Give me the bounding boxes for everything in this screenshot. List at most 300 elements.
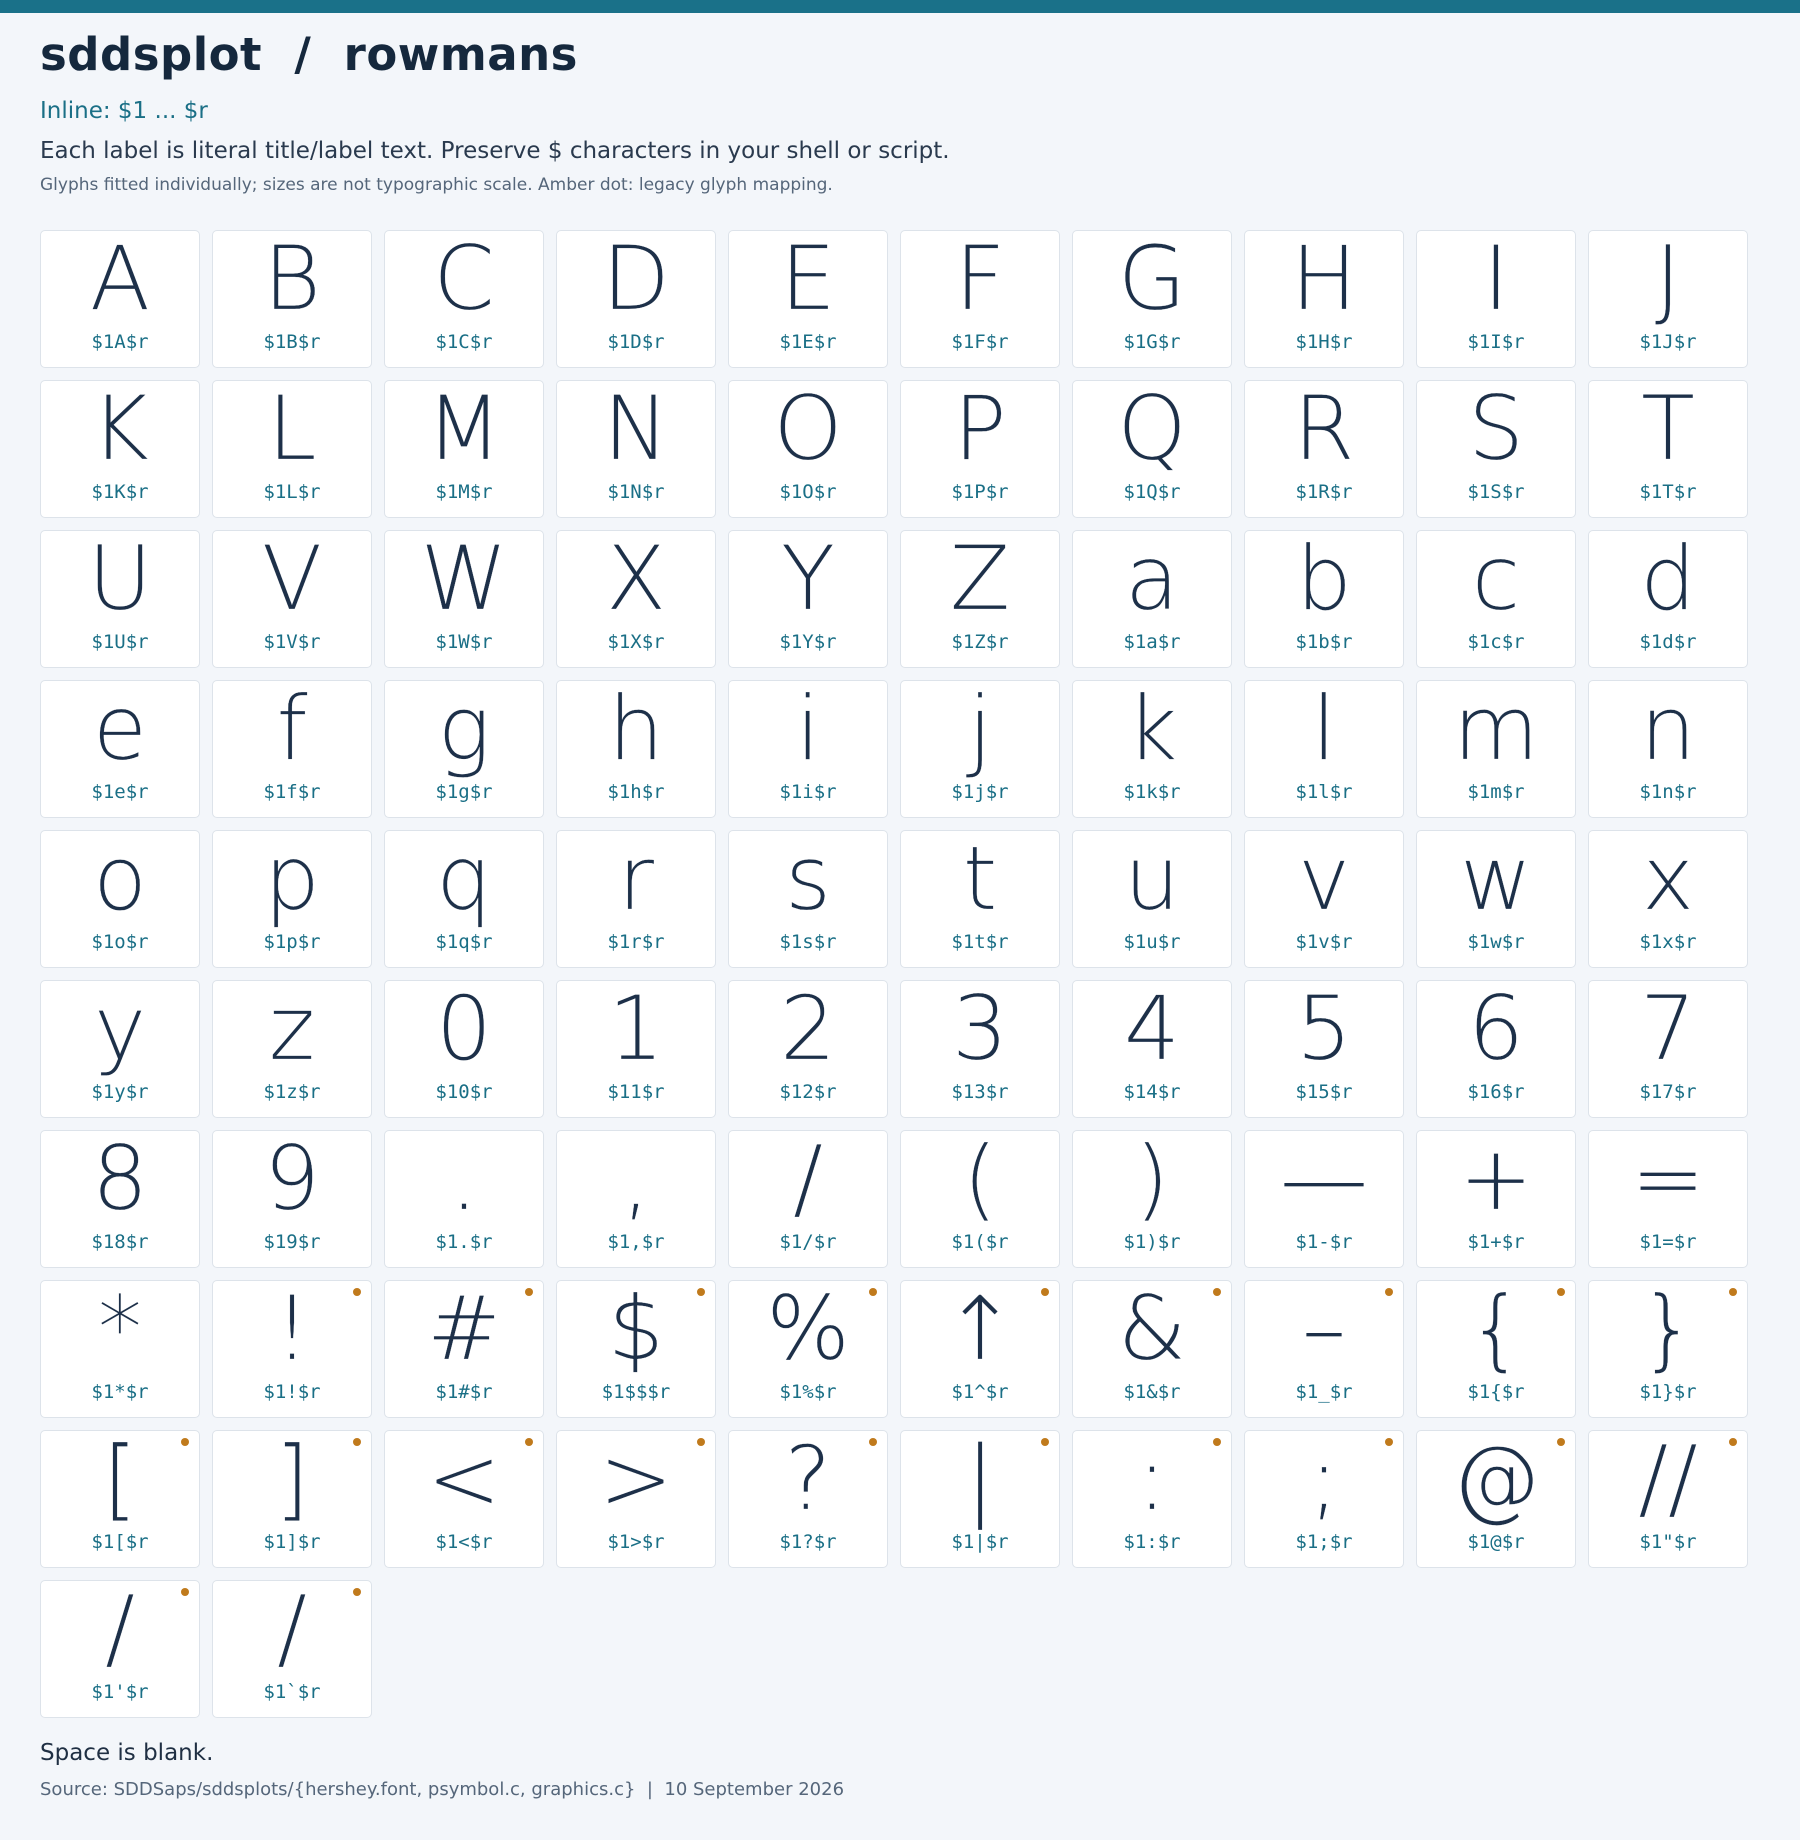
glyph-card: [728, 527, 888, 668]
glyph-sample: $: [608, 1277, 664, 1380]
glyph-sample: [: [102, 1427, 138, 1530]
glyph-card: [900, 827, 1060, 968]
glyph-sample: s: [785, 827, 831, 930]
glyph-code: $1h$r: [607, 781, 665, 803]
glyph-code: $1!$r: [263, 1381, 321, 1403]
glyph-card: [556, 1277, 716, 1418]
glyph-card: [728, 677, 888, 818]
glyph-code: $1f$r: [263, 781, 321, 803]
glyph-code: $1U$r: [91, 631, 149, 653]
glyph-sample: ]: [274, 1427, 310, 1530]
glyph-card: [1244, 227, 1404, 368]
glyph-sample: 6: [1468, 977, 1524, 1080]
glyph-sample: C: [433, 227, 495, 330]
glyph-sample: /: [793, 1127, 823, 1230]
glyph-sample: {: [1468, 1277, 1524, 1380]
legacy-mapping-dot-icon: [525, 1438, 533, 1446]
glyph-code: $10$r: [435, 1081, 493, 1103]
glyph-sample: %: [766, 1277, 850, 1380]
glyph-sample: ): [1134, 1127, 1170, 1230]
glyph-card: [556, 827, 716, 968]
glyph-code: $1,$r: [607, 1231, 665, 1253]
glyph-sample: 3: [952, 977, 1008, 1080]
glyph-card: [1588, 1277, 1748, 1418]
legacy-mapping-dot-icon: [1213, 1438, 1221, 1446]
glyph-card: [1588, 827, 1748, 968]
glyph-card: [40, 1577, 200, 1718]
glyph-card: [1416, 377, 1576, 518]
glyph-code: $1}$r: [1639, 1381, 1697, 1403]
glyph-sample: S: [1468, 377, 1524, 480]
glyph-sample: O: [773, 377, 843, 480]
glyph-code: $1.$r: [435, 1231, 493, 1253]
glyph-card: [40, 227, 200, 368]
glyph-sample: K: [91, 377, 149, 480]
glyph-code: $1]$r: [263, 1531, 321, 1553]
glyph-sample: u: [1124, 827, 1180, 930]
glyph-sample: w: [1460, 827, 1532, 930]
glyph-card: [1416, 527, 1576, 668]
glyph-sample: b: [1296, 527, 1352, 630]
glyph-sample: W: [420, 527, 508, 630]
glyph-card: [384, 977, 544, 1118]
glyph-card: [1072, 227, 1232, 368]
glyph-card: [40, 527, 200, 668]
glyph-code: $1K$r: [91, 481, 149, 503]
legacy-mapping-dot-icon: [1557, 1438, 1565, 1446]
glyph-sample: v: [1297, 827, 1351, 930]
glyph-code: $1>$r: [607, 1531, 665, 1553]
glyph-card: [40, 827, 200, 968]
glyph-code: $1"$r: [1639, 1531, 1697, 1553]
glyph-code: $1W$r: [435, 631, 493, 653]
glyph-sample: x: [1641, 827, 1695, 930]
glyph-sample: U: [87, 527, 153, 630]
glyph-sample: T: [1641, 377, 1695, 480]
glyph-card: [1416, 827, 1576, 968]
glyph-sample: J: [1655, 227, 1681, 330]
glyph-sample: ↑: [943, 1277, 1017, 1380]
glyph-sample: d: [1640, 527, 1696, 630]
glyph-card: [728, 1127, 888, 1268]
glyph-card: [212, 677, 372, 818]
glyph-card: [1072, 527, 1232, 668]
glyph-sample: //: [1638, 1427, 1698, 1530]
glyph-card: [556, 227, 716, 368]
glyph-code: $1l$r: [1295, 781, 1353, 803]
glyph-code: $18$r: [91, 1231, 149, 1253]
glyph-card: [212, 377, 372, 518]
glyph-sample: a: [1125, 527, 1179, 630]
glyph-sample: L: [267, 377, 317, 480]
glyph-sample: g: [437, 677, 491, 780]
glyph-code: $1p$r: [263, 931, 321, 953]
page-header: [40, 28, 1760, 196]
glyph-sample: |: [965, 1427, 995, 1530]
legacy-mapping-dot-icon: [353, 1438, 361, 1446]
glyph-code: $1{$r: [1467, 1381, 1525, 1403]
glyph-code: $1x$r: [1639, 931, 1697, 953]
glyph-sample: 4: [1124, 977, 1180, 1080]
glyph-card: [40, 677, 200, 818]
glyph-sample: +: [1459, 1127, 1533, 1230]
glyph-code: $1G$r: [1123, 331, 1181, 353]
glyph-sample: ;: [1309, 1427, 1339, 1530]
glyph-card: [1244, 527, 1404, 668]
glyph-code: $1g$r: [435, 781, 493, 803]
glyph-card: [384, 377, 544, 518]
glyph-card: [40, 1277, 200, 1418]
glyph-sample: B: [263, 227, 321, 330]
glyph-grid: [40, 227, 1749, 1718]
glyph-sample: R: [1293, 377, 1355, 480]
glyph-code: $1v$r: [1295, 931, 1353, 953]
glyph-code: $1:$r: [1123, 1531, 1181, 1553]
glyph-code: $1c$r: [1467, 631, 1525, 653]
glyph-code: $1m$r: [1467, 781, 1525, 803]
glyph-sample: D: [602, 227, 670, 330]
glyph-card: [212, 1577, 372, 1718]
glyph-code: $1*$r: [91, 1381, 149, 1403]
glyph-sample: ?: [784, 1427, 832, 1530]
glyph-card: [1416, 227, 1576, 368]
glyph-sample: 0: [436, 977, 492, 1080]
glyph-sample: }: [1640, 1277, 1696, 1380]
glyph-sample: 9: [264, 1127, 320, 1230]
glyph-sample: N: [603, 377, 669, 480]
glyph-card: [212, 827, 372, 968]
glyph-card: [1072, 1427, 1232, 1568]
glyph-sample: —: [1280, 1127, 1368, 1230]
glyph-card: [1244, 1427, 1404, 1568]
glyph-card: [1588, 977, 1748, 1118]
legacy-mapping-dot-icon: [697, 1288, 705, 1296]
glyph-card: [1072, 1277, 1232, 1418]
glyph-code: $1d$r: [1639, 631, 1697, 653]
glyph-sample: j: [967, 677, 993, 780]
inline-syntax-note: Inline: $1 ... $r: [40, 98, 208, 124]
glyph-card: [556, 977, 716, 1118]
glyph-sample: f: [276, 677, 308, 780]
glyph-code: $1J$r: [1639, 331, 1697, 353]
glyph-code: $1/$r: [779, 1231, 837, 1253]
glyph-card: [900, 1277, 1060, 1418]
glyph-code: $1`$r: [263, 1681, 321, 1703]
glyph-code: $1&$r: [1123, 1381, 1181, 1403]
glyph-sample: ,: [622, 1127, 650, 1230]
glyph-sample: !: [274, 1277, 310, 1380]
glyph-sample: /: [277, 1577, 307, 1680]
glyph-code: $1q$r: [435, 931, 493, 953]
glyph-sample: F: [954, 227, 1006, 330]
glyph-sample: (: [962, 1127, 998, 1230]
glyph-card: [1416, 977, 1576, 1118]
glyph-card: [1244, 377, 1404, 518]
glyph-card: [384, 527, 544, 668]
glyph-sample: E: [780, 227, 836, 330]
glyph-sample: y: [93, 977, 147, 1080]
glyph-sample: r: [617, 827, 655, 930]
glyph-card: [1072, 827, 1232, 968]
legacy-mapping-dot-icon: [1557, 1288, 1565, 1296]
glyph-sample: >: [599, 1427, 673, 1530]
glyph-sample: .: [450, 1127, 478, 1230]
glyph-code: $1i$r: [779, 781, 837, 803]
glyph-sample: c: [1471, 527, 1521, 630]
glyph-sample: z: [268, 977, 316, 1080]
glyph-sample: &: [1117, 1277, 1187, 1380]
glyph-code: $1I$r: [1467, 331, 1525, 353]
legacy-mapping-dot-icon: [1041, 1438, 1049, 1446]
glyph-sample: i: [795, 677, 821, 780]
page-footer: [40, 1738, 1760, 1802]
glyph-card: [728, 1277, 888, 1418]
glyph-card: [1072, 677, 1232, 818]
glyph-code: $1H$r: [1295, 331, 1353, 353]
glyph-card: [384, 1277, 544, 1418]
glyph-card: [384, 1127, 544, 1268]
glyph-card: [556, 1427, 716, 1568]
glyph-sample: @: [1452, 1427, 1540, 1530]
glyph-code: $1e$r: [91, 781, 149, 803]
glyph-code: $1z$r: [263, 1081, 321, 1103]
legacy-mapping-dot-icon: [353, 1288, 361, 1296]
glyph-card: [1416, 677, 1576, 818]
glyph-card: [556, 1127, 716, 1268]
glyph-card: [212, 527, 372, 668]
glyph-code: $1T$r: [1639, 481, 1697, 503]
glyph-card: [556, 527, 716, 668]
glyph-card: [556, 377, 716, 518]
glyph-sample: 5: [1296, 977, 1352, 1080]
glyph-code: $1o$r: [91, 931, 149, 953]
glyph-sample: 2: [780, 977, 836, 1080]
legacy-mapping-dot-icon: [525, 1288, 533, 1296]
glyph-code: $1$$$r: [601, 1381, 671, 1403]
glyph-sample: #: [427, 1277, 501, 1380]
glyph-sample: 1: [608, 977, 664, 1080]
glyph-card: [212, 1427, 372, 1568]
glyph-card: [384, 827, 544, 968]
glyph-code: $1B$r: [263, 331, 321, 353]
glyph-code: $1s$r: [779, 931, 837, 953]
page-title: sddsplot / rowmans: [40, 28, 578, 81]
glyph-sample: Y: [781, 527, 835, 630]
glyph-code: $1b$r: [1295, 631, 1353, 653]
glyph-card: [384, 1427, 544, 1568]
glyph-code: $1?$r: [779, 1531, 837, 1553]
glyph-card: [1072, 977, 1232, 1118]
glyph-code: $1;$r: [1295, 1531, 1353, 1553]
glyph-code: $14$r: [1123, 1081, 1181, 1103]
glyph-code: $1%$r: [779, 1381, 837, 1403]
glyph-code: $1X$r: [607, 631, 665, 653]
glyph-sample: /: [105, 1577, 135, 1680]
glyph-sample: :: [1137, 1427, 1167, 1530]
glyph-sample: P: [953, 377, 1007, 480]
glyph-sample: k: [1126, 677, 1178, 780]
glyph-card: [1244, 677, 1404, 818]
glyph-code: $1F$r: [951, 331, 1009, 353]
glyph-code: $1M$r: [435, 481, 493, 503]
glyph-code: $1A$r: [91, 331, 149, 353]
glyph-card: [1588, 1127, 1748, 1268]
glyph-code: $1|$r: [951, 1531, 1009, 1553]
glyph-sample: <: [427, 1427, 501, 1530]
glyph-card: [1588, 377, 1748, 518]
glyph-card: [40, 1127, 200, 1268]
glyph-code: $1D$r: [607, 331, 665, 353]
glyph-card: [212, 977, 372, 1118]
top-accent-bar: [0, 0, 1800, 13]
glyph-code: $1_$r: [1295, 1381, 1353, 1403]
glyph-code: $1'$r: [91, 1681, 149, 1703]
glyph-card: [40, 1427, 200, 1568]
glyph-card: [212, 1277, 372, 1418]
glyph-code: $1[$r: [91, 1531, 149, 1553]
glyph-card: [728, 377, 888, 518]
glyph-code: $1E$r: [779, 331, 837, 353]
glyph-sample: e: [92, 677, 148, 780]
legacy-mapping-dot-icon: [1041, 1288, 1049, 1296]
legacy-mapping-dot-icon: [1385, 1288, 1393, 1296]
source-line: Source: SDDSaps/sddsplots/{hershey.font, psymbol.c, graphics.c} | 10 September 2026: [40, 1779, 845, 1800]
glyph-code: $1Y$r: [779, 631, 837, 653]
glyph-card: [728, 227, 888, 368]
glyph-sample: G: [1117, 227, 1187, 330]
glyph-code: $1t$r: [951, 931, 1009, 953]
legacy-mapping-dot-icon: [181, 1438, 189, 1446]
glyph-sample: M: [426, 377, 502, 480]
glyph-card: [1244, 827, 1404, 968]
glyph-card: [1416, 1127, 1576, 1268]
glyph-card: [40, 977, 200, 1118]
glyph-code: $1Z$r: [951, 631, 1009, 653]
glyph-card: [212, 227, 372, 368]
glyph-sample: h: [608, 677, 664, 780]
glyph-code: $1P$r: [951, 481, 1009, 503]
glyph-sample: *: [98, 1277, 142, 1380]
glyph-sample: 8: [92, 1127, 148, 1230]
glyph-card: [900, 227, 1060, 368]
glyph-code: $1r$r: [607, 931, 665, 953]
glyph-code: $1S$r: [1467, 481, 1525, 503]
legend-note: Glyphs fitted individually; sizes are not typographic scale. Amber dot: legacy glyph mapping.: [40, 175, 833, 195]
glyph-sample: I: [1483, 227, 1509, 330]
glyph-code: $15$r: [1295, 1081, 1353, 1103]
glyph-card: [900, 977, 1060, 1118]
glyph-sample: m: [1453, 677, 1539, 780]
glyph-code: $1=$r: [1639, 1231, 1697, 1253]
legacy-mapping-dot-icon: [1729, 1288, 1737, 1296]
legacy-mapping-dot-icon: [181, 1588, 189, 1596]
glyph-card: [900, 377, 1060, 518]
glyph-code: $1^$r: [951, 1381, 1009, 1403]
glyph-code: $1V$r: [263, 631, 321, 653]
glyph-sample: 7: [1640, 977, 1696, 1080]
glyph-code: $1@$r: [1467, 1531, 1525, 1553]
glyph-sample: Q: [1117, 377, 1187, 480]
glyph-code: $1R$r: [1295, 481, 1353, 503]
glyph-card: [1244, 977, 1404, 1118]
glyph-card: [900, 677, 1060, 818]
glyph-code: $1Q$r: [1123, 481, 1181, 503]
glyph-card: [728, 977, 888, 1118]
glyph-code: $12$r: [779, 1081, 837, 1103]
glyph-sample: l: [1311, 677, 1337, 780]
glyph-sample: p: [264, 827, 320, 930]
glyph-sample: =: [1631, 1127, 1705, 1230]
space-note: Space is blank.: [40, 1740, 214, 1766]
glyph-card: [384, 677, 544, 818]
glyph-card: [1588, 677, 1748, 818]
glyph-code: $17$r: [1639, 1081, 1697, 1103]
glyph-card: [1244, 1277, 1404, 1418]
glyph-card: [1072, 377, 1232, 518]
glyph-sample: X: [605, 527, 667, 630]
glyph-code: $1-$r: [1295, 1231, 1353, 1253]
glyph-card: [900, 1427, 1060, 1568]
glyph-card: [1588, 227, 1748, 368]
glyph-card: [1416, 1427, 1576, 1568]
glyph-sample: A: [89, 227, 151, 330]
glyph-code: $1a$r: [1123, 631, 1181, 653]
description-text: Each label is literal title/label text. Preserve $ characters in your shell or script.: [40, 138, 950, 164]
glyph-code: $1y$r: [91, 1081, 149, 1103]
glyph-card: [1588, 1427, 1748, 1568]
glyph-card: [900, 527, 1060, 668]
glyph-code: $1<$r: [435, 1531, 493, 1553]
glyph-code: $1k$r: [1123, 781, 1181, 803]
glyph-code: $1n$r: [1639, 781, 1697, 803]
glyph-card: [40, 377, 200, 518]
legacy-mapping-dot-icon: [869, 1288, 877, 1296]
glyph-code: $16$r: [1467, 1081, 1525, 1103]
glyph-code: $19$r: [263, 1231, 321, 1253]
glyph-card: [212, 1127, 372, 1268]
glyph-code: $1C$r: [435, 331, 493, 353]
glyph-sample: t: [962, 827, 998, 930]
glyph-sample: H: [1290, 227, 1358, 330]
glyph-card: [728, 827, 888, 968]
glyph-code: $1O$r: [779, 481, 837, 503]
legacy-mapping-dot-icon: [1729, 1438, 1737, 1446]
glyph-code: $1N$r: [607, 481, 665, 503]
glyph-card: [1072, 1127, 1232, 1268]
legacy-mapping-dot-icon: [869, 1438, 877, 1446]
glyph-code: $1($r: [951, 1231, 1009, 1253]
glyph-code: $1#$r: [435, 1381, 493, 1403]
glyph-sample: n: [1640, 677, 1696, 780]
glyph-code: $1+$r: [1467, 1231, 1525, 1253]
legacy-mapping-dot-icon: [353, 1588, 361, 1596]
glyph-code: $1j$r: [951, 781, 1009, 803]
glyph-code: $1L$r: [263, 481, 321, 503]
legacy-mapping-dot-icon: [1385, 1438, 1393, 1446]
glyph-code: $1w$r: [1467, 931, 1525, 953]
glyph-code: $11$r: [607, 1081, 665, 1103]
glyph-card: [728, 1427, 888, 1568]
glyph-card: [384, 227, 544, 368]
glyph-sample: V: [261, 527, 323, 630]
glyph-code: $1u$r: [1123, 931, 1181, 953]
glyph-card: [1244, 1127, 1404, 1268]
glyph-sample: q: [436, 827, 492, 930]
legacy-mapping-dot-icon: [697, 1438, 705, 1446]
legacy-mapping-dot-icon: [1213, 1288, 1221, 1296]
glyph-code: $1)$r: [1123, 1231, 1181, 1253]
glyph-card: [1588, 527, 1748, 668]
